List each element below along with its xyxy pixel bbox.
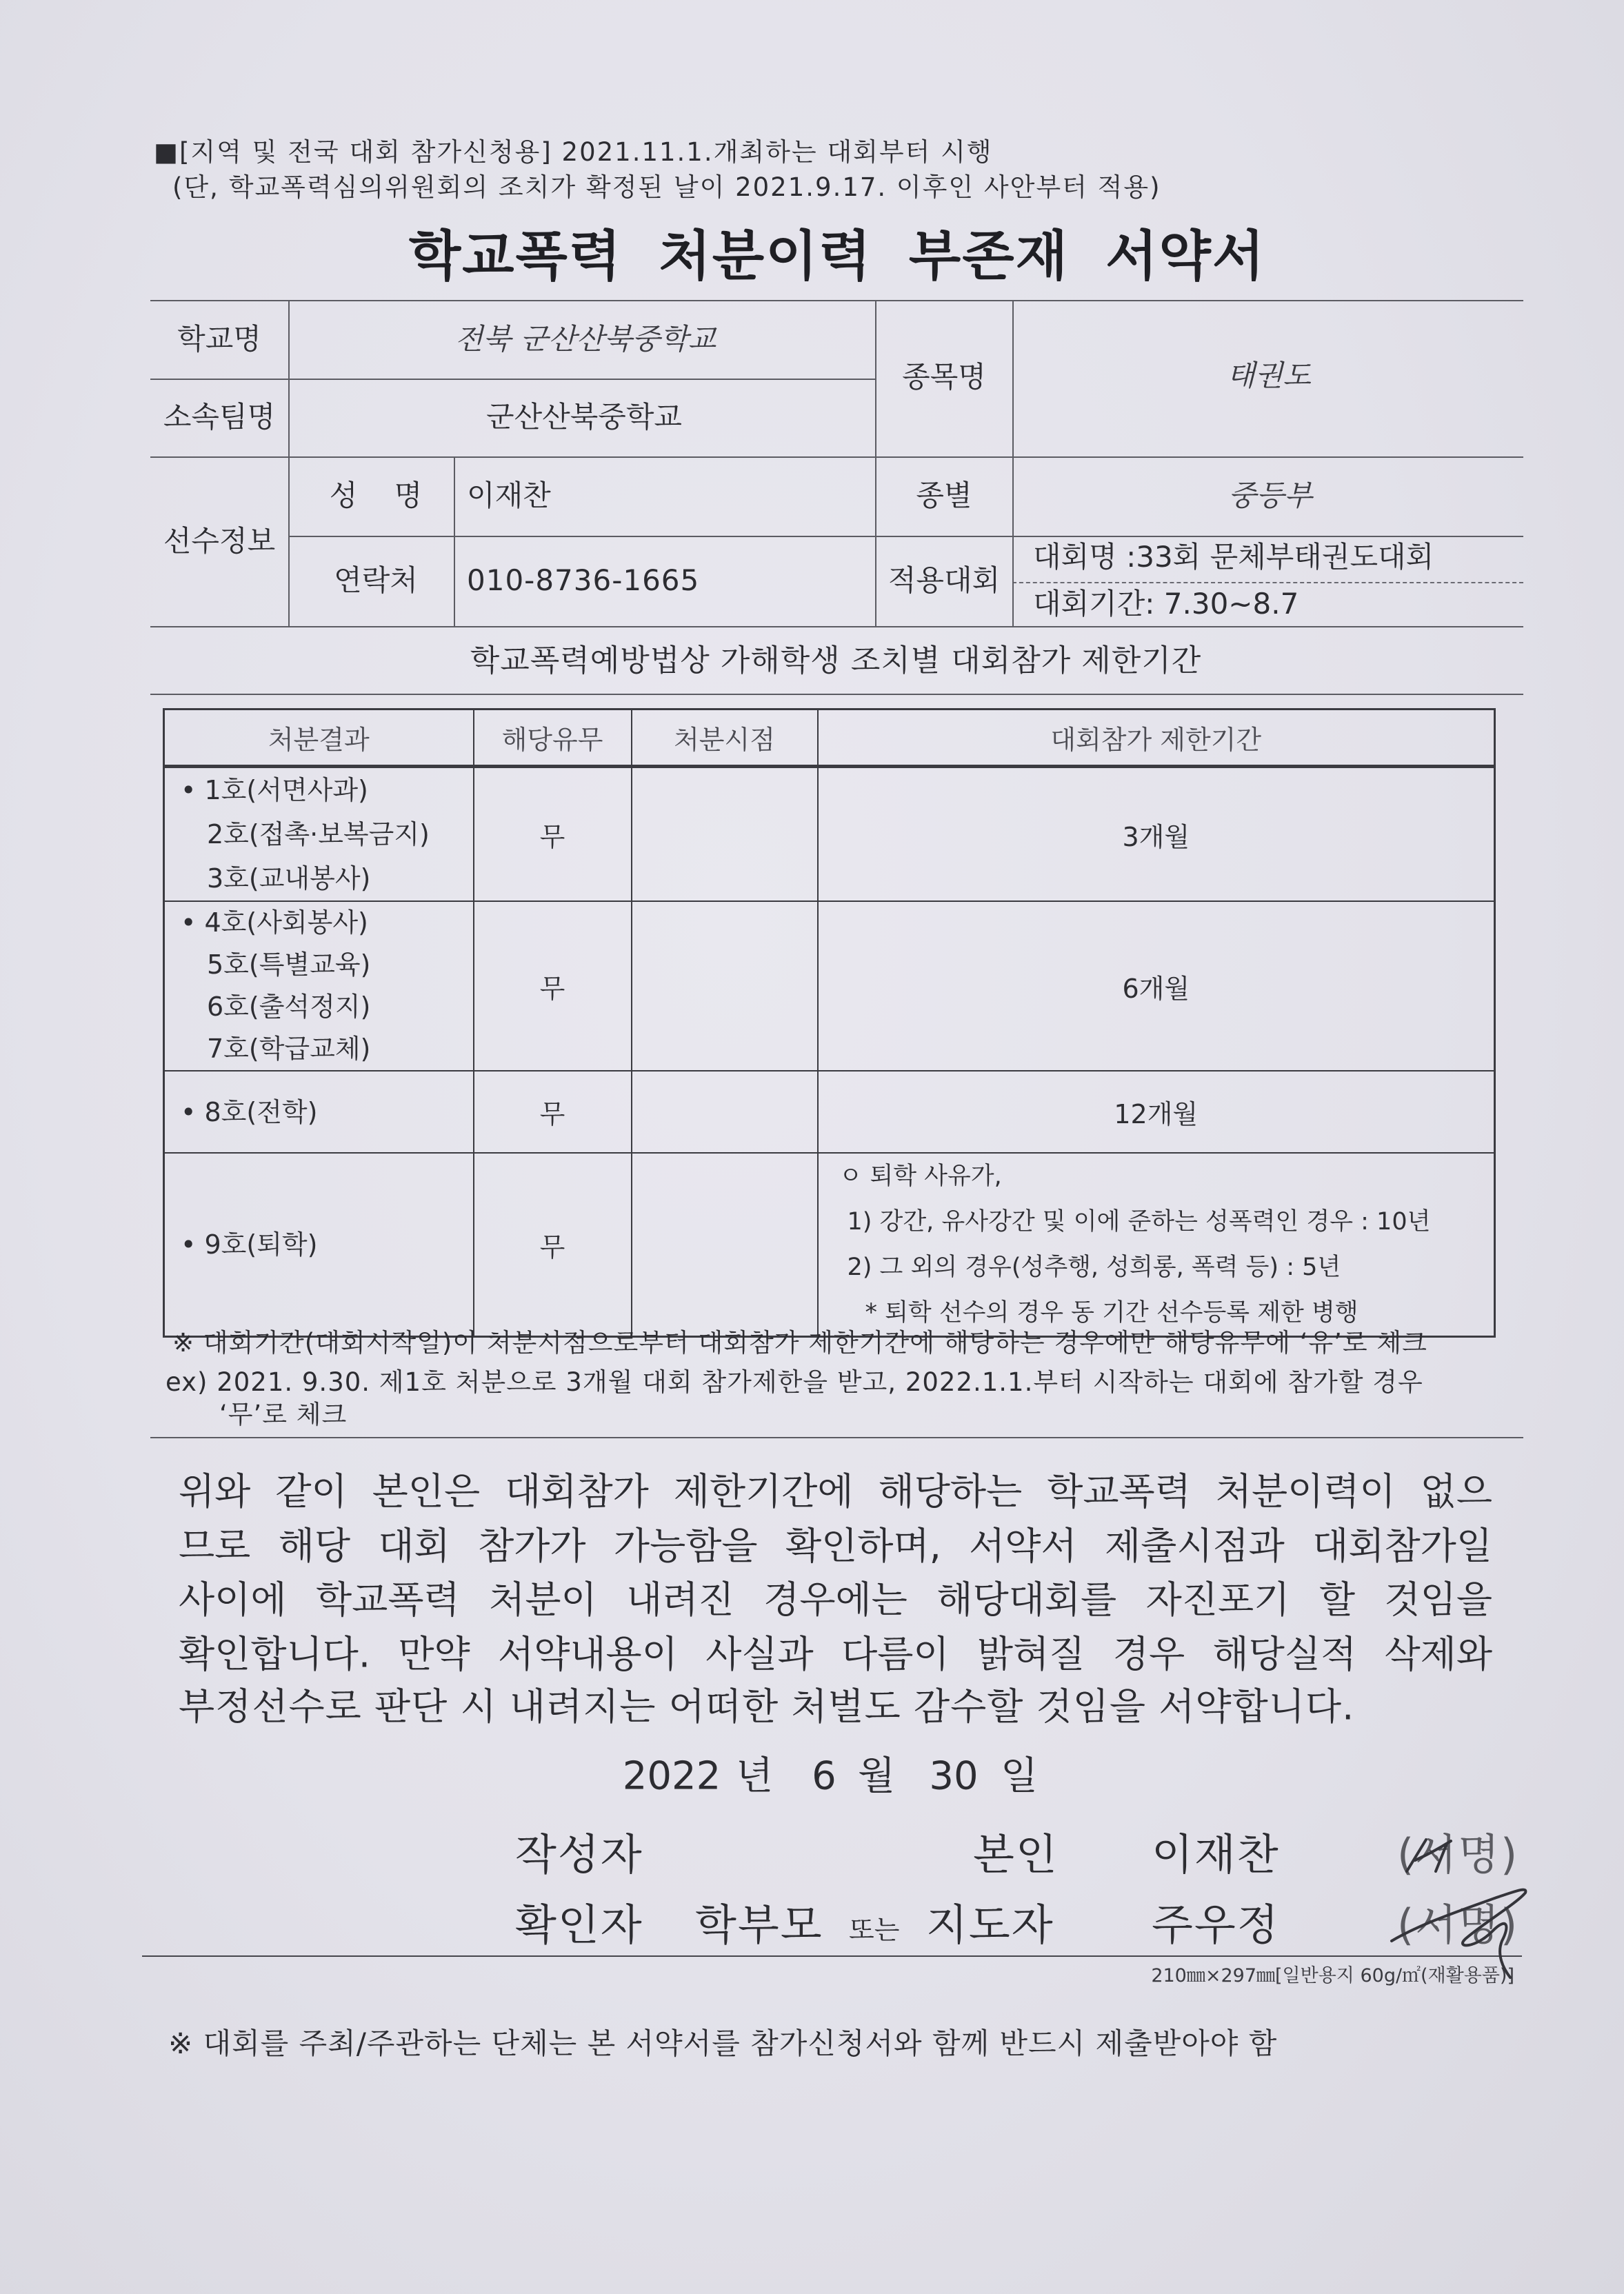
period-line: 2) 그 외의 경우(성추행, 성희롱, 폭력 등) : 5년 — [847, 1254, 1341, 1281]
event-label: 종목명 — [902, 359, 986, 394]
date-month: 6 — [812, 1753, 836, 1799]
period-line: 1) 강간, 유사강간 및 이에 준하는 성폭력인 경우 : 10년 — [847, 1208, 1431, 1236]
player-info-label: 선수정보 — [163, 523, 276, 558]
column-header-disposition-date: 처분시점 — [632, 710, 818, 767]
confirmer-relation-parent: 학부모 — [695, 1899, 823, 1950]
header-note-condition: (단, 학교폭력심의위원회의 조치가 확정된 날이 2021.9.17. 이후인 사안부터 적용) — [172, 172, 1161, 202]
disposition-date-cell — [632, 901, 818, 1071]
disposition-date-cell — [632, 767, 818, 902]
table-row — [164, 767, 1495, 902]
section-rule — [150, 694, 1523, 695]
example-note: ex) 2021. 9.30. 제1호 처분으로 3개월 대회 참가제한을 받고, 2022.1.1.부터 시작하는 대회에 참가할 경우 — [166, 1367, 1423, 1397]
confirmer-role: 확인자 — [515, 1899, 643, 1950]
event-value: 태권도 — [1227, 358, 1311, 392]
competition-name: 대회명 :33회 문체부태권도대회 — [1033, 539, 1434, 574]
table-rule — [150, 379, 875, 380]
table-rule — [288, 300, 290, 626]
disposition-date-cell — [632, 1071, 818, 1153]
measures-cell — [164, 901, 474, 1071]
section-rule — [150, 1437, 1523, 1438]
author-relation: 본인 — [973, 1829, 1059, 1880]
date-year: 2022 — [622, 1753, 721, 1799]
school-label: 학교명 — [177, 321, 261, 356]
confirmer-or: 또는 — [849, 1915, 900, 1946]
restriction-heading: 학교폭력예방법상 가해학생 조치별 대회참가 제한기간 — [470, 643, 1202, 678]
applicable-cell: 무 — [474, 1153, 632, 1337]
measures-cell — [164, 1153, 474, 1337]
confirmer-name: 주우정 — [1152, 1899, 1280, 1950]
measure-item: • 8호(전학) — [181, 1096, 318, 1127]
measure-item: 5호(특별교육) — [207, 949, 371, 980]
contact-label: 연락처 — [334, 563, 418, 597]
period-line: * 퇴학 선수의 경우 동 기간 선수등록 제한 병행 — [865, 1299, 1359, 1327]
contact-value: 010-8736-1665 — [467, 563, 700, 597]
competition-label: 적용대회 — [888, 563, 1001, 597]
document-title: 학교폭력 처분이력 부존재 서약서 — [408, 225, 1266, 288]
pledge-line: 므로 해당 대회 참가가 가능함을 확인하며, 서약서 제출시점과 대회참가일 — [179, 1524, 1492, 1568]
example-note-continued: ‘무’로 체크 — [219, 1399, 348, 1429]
confirmer-relation-coach: 지도자 — [926, 1899, 1054, 1950]
column-header-applicable: 해당유무 — [474, 710, 632, 767]
date-day: 30 — [929, 1753, 979, 1799]
pledge-line: 부정선수로 판단 시 내려지는 어떠한 처벌도 감수할 것임을 서약합니다. — [179, 1684, 1355, 1729]
table-rule — [875, 300, 876, 626]
measures-cell — [164, 1071, 474, 1153]
check-note: ※ 대회기간(대회시작일)이 처분시점으로부터 대회참가 제한기간에 해당하는 경우에만 해당유무에 ‘유’로 체크 — [172, 1327, 1427, 1358]
table-row — [164, 1153, 1495, 1337]
date-day-unit: 일 — [1000, 1753, 1039, 1799]
column-header-disposition: 처분결과 — [164, 710, 474, 767]
measures-cell — [164, 767, 474, 902]
measure-item: 2호(접촉·보복금지) — [207, 819, 430, 849]
author-sign-mark: (서명) — [1397, 1829, 1519, 1880]
author-name: 이재찬 — [1152, 1829, 1280, 1880]
restriction-table — [163, 708, 1496, 1338]
pledge-line: 확인합니다. 만약 서약내용이 사실과 다름이 밝혀질 경우 해당실적 삭제와 — [179, 1632, 1492, 1676]
restriction-period-cell: 12개월 — [818, 1071, 1495, 1153]
header-note-scope: ■[지역 및 전국 대회 참가신청용] 2021.11.1.개최하는 대회부터 시행 — [154, 137, 993, 167]
measure-item: • 4호(사회봉사) — [181, 907, 368, 938]
name-value: 이재찬 — [467, 478, 551, 512]
name-label: 성 명 — [329, 478, 423, 512]
table-rule — [150, 300, 1523, 301]
table-header-row — [164, 710, 1495, 767]
applicable-cell: 무 — [474, 767, 632, 902]
restriction-period-cell — [818, 1153, 1495, 1337]
applicable-cell: 무 — [474, 1071, 632, 1153]
date-month-unit: 월 — [857, 1753, 896, 1799]
school-value: 전북 군산산북중학교 — [454, 321, 716, 356]
measure-item: 7호(학급교체) — [207, 1034, 371, 1064]
signature-rule — [142, 1955, 1522, 1957]
division-label: 종별 — [916, 478, 972, 512]
pledge-line: 사이에 학교폭력 처분이 내려진 경우에는 해당대회를 자진포기 할 것임을 — [179, 1578, 1492, 1622]
division-value: 중등부 — [1228, 478, 1312, 512]
restriction-period-cell: 6개월 — [818, 901, 1495, 1071]
team-value: 군산산북중학교 — [485, 399, 683, 434]
table-rule — [454, 456, 455, 626]
team-label: 소속팀명 — [163, 399, 276, 434]
period-line: ㅇ 퇴학 사유가, — [839, 1163, 1002, 1190]
table-rule — [288, 536, 1523, 537]
column-header-restriction-period: 대회참가 제한기간 — [818, 710, 1495, 767]
table-row — [164, 1071, 1495, 1153]
pledge-line: 위와 같이 본인은 대회참가 제한기간에 해당하는 학교폭력 처분이력이 없으 — [179, 1469, 1492, 1513]
measure-item: 6호(출석정지) — [207, 992, 371, 1022]
measure-item: 3호(교내봉사) — [207, 863, 371, 894]
restriction-period-cell: 3개월 — [818, 767, 1495, 902]
author-role: 작성자 — [515, 1829, 643, 1880]
table-rule — [150, 626, 1523, 627]
footer-note: ※ 대회를 주최/주관하는 단체는 본 서약서를 참가신청서와 함께 반드시 제출받아야 함 — [168, 2026, 1278, 2060]
measure-item: • 9호(퇴학) — [181, 1229, 318, 1260]
table-rule-dashed — [1012, 582, 1523, 583]
competition-period: 대회기간: 7.30~8.7 — [1033, 586, 1299, 621]
applicable-cell: 무 — [474, 901, 632, 1071]
table-rule — [150, 456, 1523, 458]
measure-item: • 1호(서면사과) — [181, 775, 368, 805]
table-rule — [1012, 300, 1014, 626]
disposition-date-cell — [632, 1153, 818, 1337]
date-year-unit: 년 — [735, 1753, 774, 1799]
confirmer-sign-mark: (서명) — [1397, 1899, 1519, 1950]
table-row — [164, 901, 1495, 1071]
paper-spec: 210㎜×297㎜[일반용지 60g/㎡(재활용품)] — [1151, 1964, 1514, 1986]
